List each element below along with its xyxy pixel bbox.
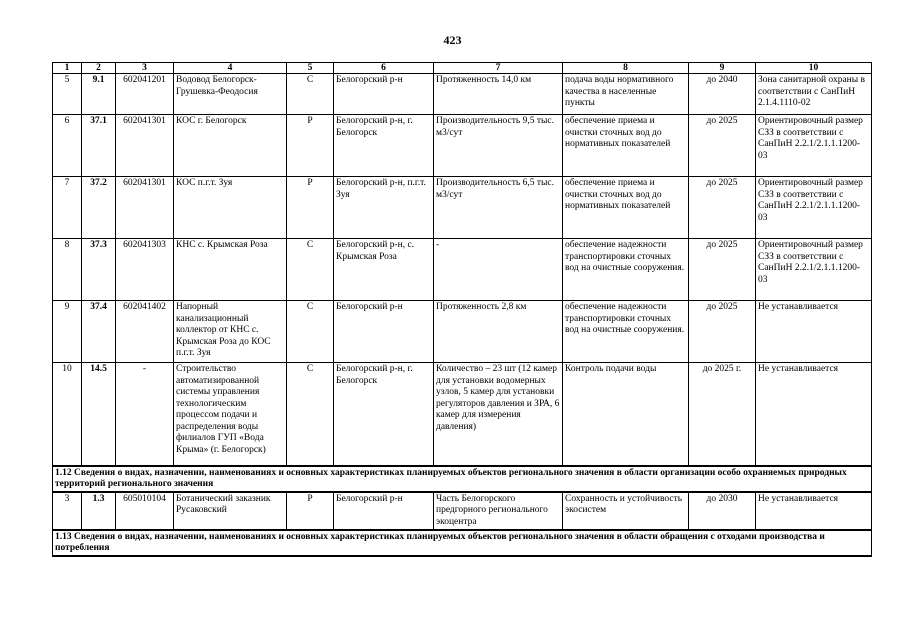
object-id: 602041301: [116, 115, 174, 177]
zone-info: Ориентировочный размер СЗЗ в соответствии с СанПиН 2.2.1/2.1.1.1200-03: [756, 115, 872, 177]
table-row: [53, 177, 872, 239]
page-number: 423: [443, 33, 462, 47]
purpose: Сохранность и устойчивость экосистем: [563, 492, 689, 531]
zone-info: Ориентировочный размер СЗЗ в соответствии с СанПиН 2.2.1/2.1.1.1200-03: [756, 239, 872, 301]
term: до 2030: [689, 492, 756, 531]
object-code: 37.1: [82, 115, 116, 177]
location: Белогорский р-н, г. Белогорск: [334, 363, 434, 466]
table-row: [53, 115, 872, 177]
zone-info: Не устанавливается: [756, 492, 872, 531]
location: Белогорский р-н, с. Крымская Роза: [334, 239, 434, 301]
purpose: обеспечение надежности транспортировки сточных вод на очистные сооружения.: [563, 239, 689, 301]
header-cell: 8: [563, 63, 689, 74]
term: до 2025 г.: [689, 363, 756, 466]
object-id: -: [116, 363, 174, 466]
object-id: 602041402: [116, 301, 174, 363]
purpose: подача воды нормативного качества в населенные пункты: [563, 74, 689, 115]
header-cell: 6: [334, 63, 434, 74]
parameters: Протяженность 2,8 км: [434, 301, 563, 363]
header-cell: 9: [689, 63, 756, 74]
status: С: [287, 363, 334, 466]
object-name: Ботанический заказник Русаковский: [174, 492, 287, 531]
status: Р: [287, 492, 334, 531]
object-id: 602041303: [116, 239, 174, 301]
object-id: 605010104: [116, 492, 174, 531]
table-row: [53, 239, 872, 301]
purpose: обеспечение приема и очистки сточных вод до нормативных показателей: [563, 177, 689, 239]
objects-table: [52, 62, 872, 557]
term: до 2040: [689, 74, 756, 115]
object-id: 602041201: [116, 74, 174, 115]
location: Белогорский р-н, п.г.т. Зуя: [334, 177, 434, 239]
parameters: Производительность 6,5 тыс. м3/сут: [434, 177, 563, 239]
row-number: 8: [53, 239, 82, 301]
status: С: [287, 239, 334, 301]
term: до 2025: [689, 177, 756, 239]
row-number: 9: [53, 301, 82, 363]
object-code: 37.3: [82, 239, 116, 301]
parameters: Протяженность 14,0 км: [434, 74, 563, 115]
purpose: обеспечение приема и очистки сточных вод до нормативных показателей: [563, 115, 689, 177]
location: Белогорский р-н, г. Белогорск: [334, 115, 434, 177]
object-code: 14.5: [82, 363, 116, 466]
header-cell: 2: [82, 63, 116, 74]
header-cell: 7: [434, 63, 563, 74]
object-code: 37.4: [82, 301, 116, 363]
zone-info: Ориентировочный размер СЗЗ в соответствии с СанПиН 2.2.1/2.1.1.1200-03: [756, 177, 872, 239]
section-header-row: [53, 530, 872, 556]
parameters: -: [434, 239, 563, 301]
table-header-row: [53, 63, 872, 74]
status: С: [287, 74, 334, 115]
object-name: Строительство автоматизированной системы управления технологическим процессом подачи и распределения воды филиалов ГУП «Вода Крыма» (г. Белогорск): [174, 363, 287, 466]
row-number: 5: [53, 74, 82, 115]
object-code: 1.3: [82, 492, 116, 531]
zone-info: Зона санитарной охраны в соответствии с СанПиН 2.1.4.1110-02: [756, 74, 872, 115]
section-title: 1.12 Сведения о видах, назначении, наименованиях и основных характеристиках планируемых объектов регионального значения в области организации особо охраняемых природных территорий регионального значения: [53, 466, 872, 492]
header-cell: 5: [287, 63, 334, 74]
zone-info: Не устанавливается: [756, 363, 872, 466]
row-number: 3: [53, 492, 82, 531]
row-number: 7: [53, 177, 82, 239]
location: Белогорский р-н: [334, 74, 434, 115]
table-row: [53, 492, 872, 531]
object-name: КОС п.г.т. Зуя: [174, 177, 287, 239]
table-row: [53, 74, 872, 115]
row-number: 6: [53, 115, 82, 177]
object-name: Водовод Белогорск-Грушевка-Феодосия: [174, 74, 287, 115]
status: Р: [287, 177, 334, 239]
object-code: 9.1: [82, 74, 116, 115]
header-cell: 1: [53, 63, 82, 74]
term: до 2025: [689, 115, 756, 177]
object-name: КНС с. Крымская Роза: [174, 239, 287, 301]
purpose: Контроль подачи воды: [563, 363, 689, 466]
parameters: Часть Белогорского предгорного регионального экоцентра: [434, 492, 563, 531]
object-name: КОС г. Белогорск: [174, 115, 287, 177]
object-code: 37.2: [82, 177, 116, 239]
parameters: Количество – 23 шт (12 камер для установки водомерных узлов, 5 камер для установки регуляторов давления и ЗРА, 6 камер для измерения давления): [434, 363, 563, 466]
section-header-row: [53, 466, 872, 492]
status: С: [287, 301, 334, 363]
term: до 2025: [689, 301, 756, 363]
section-title: 1.13 Сведения о видах, назначении, наименованиях и основных характеристиках планируемых объектов регионального значения в области обращения с отходами производства и потребления: [53, 530, 872, 556]
location: Белогорский р-н: [334, 492, 434, 531]
header-cell: 3: [116, 63, 174, 74]
term: до 2025: [689, 239, 756, 301]
zone-info: Не устанавливается: [756, 301, 872, 363]
table-row: [53, 301, 872, 363]
header-cell: 4: [174, 63, 287, 74]
parameters: Производительность 9,5 тыс. м3/сут: [434, 115, 563, 177]
object-name: Напорный канализационный коллектор от КНС с. Крымская Роза до КОС п.г.т. Зуя: [174, 301, 287, 363]
header-cell: 10: [756, 63, 872, 74]
row-number: 10: [53, 363, 82, 466]
location: Белогорский р-н: [334, 301, 434, 363]
status: Р: [287, 115, 334, 177]
object-id: 602041301: [116, 177, 174, 239]
table-row: [53, 363, 872, 466]
purpose: обеспечение надежности транспортировки сточных вод на очистные сооружения.: [563, 301, 689, 363]
